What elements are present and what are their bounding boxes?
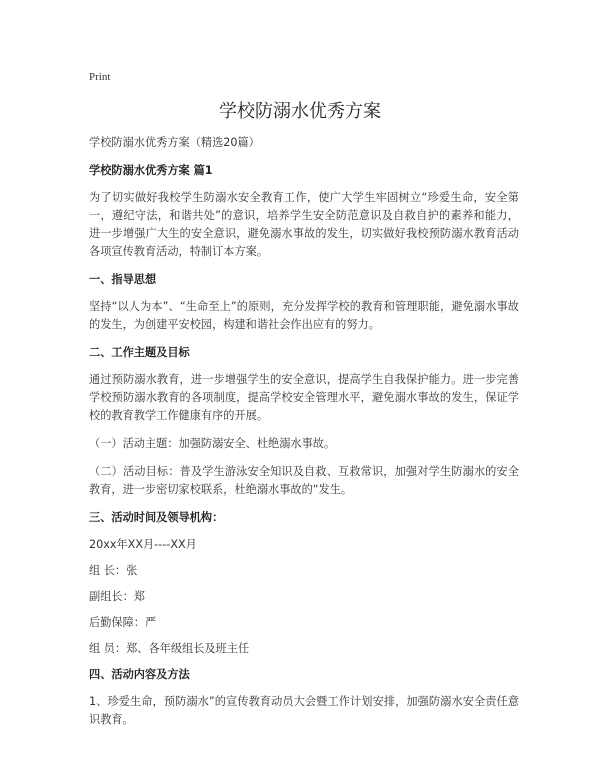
leader-line: 组 长：张 <box>89 564 138 577</box>
deputy-line: 副组长：郑 <box>89 590 145 603</box>
theme-paragraph: 通过预防溺水教育，进一步增强学生的安全意识，提高学生自我保护能力。进一步完善学校预防溺水教育的各项制度，提高学校安全管理水平，避免溺水事故的发生，保证学校的教育教学工作健康有序的开展。 <box>89 373 519 422</box>
logistics-line: 后勤保障：严 <box>89 616 157 629</box>
print-link[interactable]: Print <box>89 71 111 83</box>
document-body <box>89 134 519 739</box>
heading-content-method: 四、活动内容及方法 <box>89 668 190 681</box>
section-title: 学校防溺水优秀方案 篇1 <box>89 164 213 177</box>
document-subtitle: 学校防溺水优秀方案（精选20篇） <box>89 136 260 149</box>
content-item-1: 1、珍爱生命，预防溺水”的宣传教育动员大会暨工作计划安排，加强防溺水安全责任意识教育。 <box>89 695 519 726</box>
heading-time-leadership: 三、活动时间及领导机构： <box>89 511 224 524</box>
members-line: 组 员：郑、各年级组长及班主任 <box>89 642 250 655</box>
theme-item-2: （二）活动目标：普及学生游泳安全知识及自救、互救常识，加强对学生防溺水的安全教育，进一步密切家校联系，杜绝溺水事故的“发生。 <box>89 465 519 496</box>
guiding-paragraph: 坚持“以人为本”、“生命至上”的原则，充分发挥学校的教育和管理职能，避免溺水事故的发生，为创建平安校园，构建和谐社会作出应有的努力。 <box>89 300 519 331</box>
heading-guiding-thought: 一、指导思想 <box>89 273 157 286</box>
intro-paragraph: 为了切实做好我校学生防溺水安全教育工作，使广大学生牢固树立“珍爱生命，安全第一，遵纪守法，和谐共处”的意识，培养学生安全防范意识及自救自护的素养和能力，进一步增强广大生的安全意识，避免溺水事故的发生，切实做好我校预防溺水教育活动各项宣传教育活动，特制订本方案。 <box>89 191 519 258</box>
theme-item-1: （一）活动主题：加强防溺安全、杜绝溺水事故。 <box>89 437 336 450</box>
page-title: 学校防溺水优秀方案 <box>219 101 381 122</box>
time-range: 20xx年XX月----XX月 <box>89 538 197 551</box>
heading-theme-goal: 二、工作主题及目标 <box>89 346 190 359</box>
